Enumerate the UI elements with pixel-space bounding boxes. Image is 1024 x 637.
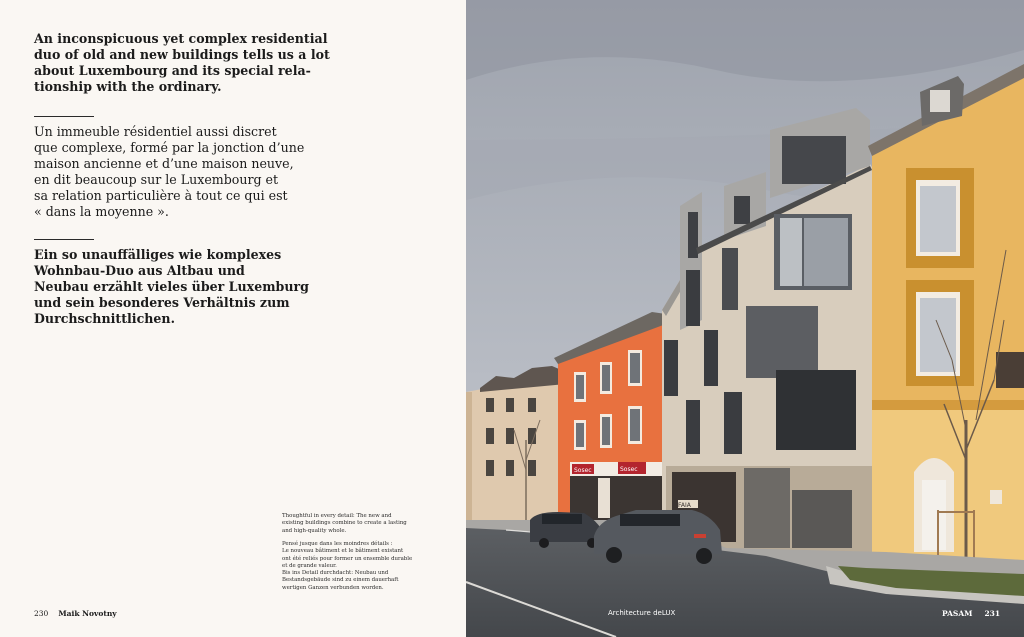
intro-french: Un immeuble résidentiel aussi discret que complexe, formé par la jonction d’une maison ancienne et d’une maison neuve, en dit beaucoup sur le Luxembourg et sa relation particulière à tout ce qui est « dans la moyenne ». <box>34 124 305 220</box>
left-folio <box>34 609 117 618</box>
far-left-buildings <box>466 366 566 520</box>
yellow-building <box>868 64 1024 560</box>
intro-german: Ein so unauffälliges wie komplexes Wohnbau-Duo aus Altbau und Neubau erzählt vieles über Luxemburg und sein besonderes Verhältnis zum Durchschnittlichen. <box>34 247 309 327</box>
divider-rule <box>34 239 94 240</box>
photo-caption-french: Pensé jusque dans les moindres détails : Le nouveau bâtiment et le bâtiment existant ont été reliés pour former un ensemble durable et de grande valeur. <box>282 541 413 569</box>
shop-sign-left: Sosec <box>574 467 592 474</box>
right-folio <box>942 609 1000 618</box>
right-page <box>466 0 1024 637</box>
shop-sign-right: Sosec <box>620 466 638 473</box>
photo-caption-english: Thoughtful in every detail: The new and existing buildings combine to create a lasting and high-quality whole. <box>282 513 407 534</box>
project-name: PASAM <box>942 609 973 618</box>
street-photo <box>466 0 1024 637</box>
left-page-number: 230 <box>34 609 49 618</box>
divider-rule <box>34 116 94 117</box>
photo-caption-german: Bis ins Detail durchdacht: Neubau und Bestandsgebäude sind zu einem dauerhaft wertigen Ganzen verbunden worden. <box>282 570 399 591</box>
author-name: Maik Novotny <box>58 609 117 618</box>
intro-english: An inconspicuous yet complex residential duo of old and new buildings tells us a lot about Luxembourg and its special rela- tionship with the ordinary. <box>34 31 330 95</box>
entrance-sign: FAIA <box>678 502 691 509</box>
section-title: Architecture deLUX <box>608 609 676 617</box>
right-page-number: 231 <box>984 609 1001 618</box>
left-page <box>0 0 466 637</box>
